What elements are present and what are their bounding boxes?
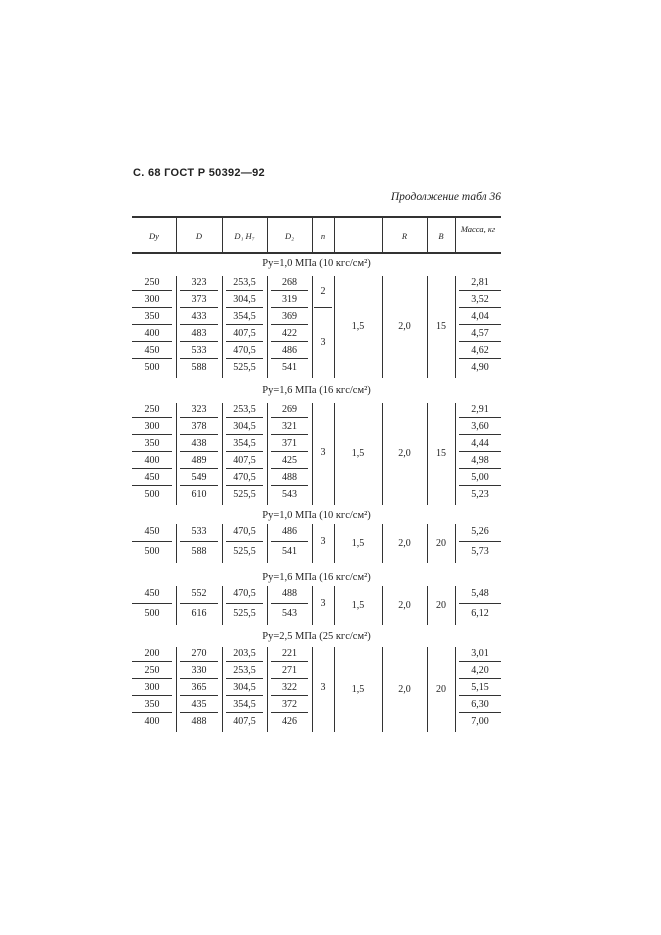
column-divider — [222, 524, 223, 563]
table-cell: 253,5 — [226, 664, 263, 679]
table-cell: 2,81 — [459, 276, 501, 291]
table-cell-b: 20 — [436, 538, 446, 549]
table-cell: 6,12 — [471, 607, 489, 619]
column-divider — [222, 276, 223, 378]
table-cell-n: 2 — [314, 276, 332, 308]
table-cell-r: 2,0 — [398, 684, 411, 695]
table-cell: 4,20 — [459, 664, 501, 679]
table-cell: 200 — [132, 647, 172, 662]
table-cell-n: 3 — [320, 337, 326, 348]
table-cell: 470,5 — [226, 586, 263, 604]
section-title: Pу=1,6 МПа (16 кгс/см²) — [262, 385, 371, 396]
column-header: Dу — [149, 231, 159, 241]
table-cell-n: 3 — [320, 536, 326, 547]
column-header: B — [438, 231, 444, 241]
table-cell: 3,52 — [459, 293, 501, 308]
table-cell: 4,44 — [459, 437, 501, 452]
column-divider — [334, 218, 335, 252]
column-divider — [267, 586, 268, 625]
column-divider — [222, 218, 223, 252]
table-continuation-label: Продолжение табл 36 — [390, 191, 501, 203]
table-cell: 500 — [144, 545, 160, 557]
table-cell: 4,57 — [459, 327, 501, 342]
table-cell-b: 20 — [436, 600, 446, 611]
table-cell-b: 15 — [436, 448, 446, 459]
table-cell: 400 — [132, 327, 172, 342]
table-cell: 300 — [132, 420, 172, 435]
table-cell: 304,5 — [226, 420, 263, 435]
table-cell: 250 — [132, 664, 172, 679]
table-cell-col6: 1,5 — [351, 538, 365, 549]
section-title: Pу=1,0 МПа (10 кгс/см²) — [262, 258, 371, 269]
table-cell: 3,60 — [459, 420, 501, 435]
page-header: С. 68 ГОСТ Р 50392—92 — [133, 167, 265, 179]
table-cell: 250 — [132, 403, 172, 418]
table-cell: 268 — [271, 276, 308, 291]
table-cell: 488 — [271, 586, 308, 604]
table-cell-b: 20 — [436, 684, 446, 695]
table-cell: 489 — [180, 454, 218, 469]
table-cell: 253,5 — [226, 403, 263, 418]
table-cell: 433 — [180, 310, 218, 325]
table-cell: 322 — [271, 681, 308, 696]
table-cell: 470,5 — [226, 471, 263, 486]
column-divider — [176, 276, 177, 378]
table-cell: 450 — [132, 344, 172, 359]
table-cell: 330 — [180, 664, 218, 679]
table-cell: 525,5 — [233, 607, 256, 619]
table-cell: 541 — [282, 362, 297, 373]
column-divider — [176, 218, 177, 252]
table-cell: 541 — [282, 545, 297, 557]
table-cell: 300 — [132, 681, 172, 696]
table-cell: 483 — [180, 327, 218, 342]
section-title: Pу=2,5 МПа (25 кгс/см²) — [262, 631, 371, 642]
column-header: D₂ — [284, 231, 295, 241]
table-cell: 3,01 — [459, 647, 501, 662]
table-cell: 354,5 — [226, 437, 263, 452]
table-cell-col6: 1,5 — [351, 600, 365, 611]
table-cell: 552 — [180, 586, 218, 604]
table-cell: 488 — [271, 471, 308, 486]
table-cell: 533 — [180, 524, 218, 542]
column-divider — [455, 586, 456, 625]
column-divider — [222, 586, 223, 625]
column-divider — [267, 647, 268, 732]
table-cell: 533 — [180, 344, 218, 359]
table-cell: 470,5 — [226, 344, 263, 359]
column-divider — [176, 524, 177, 563]
table-cell: 221 — [271, 647, 308, 662]
table-cell: 5,15 — [459, 681, 501, 696]
table-cell-col6: 1,5 — [351, 321, 365, 332]
table-cell: 525,5 — [233, 362, 256, 373]
table-cell: 304,5 — [226, 681, 263, 696]
table-cell: 323 — [180, 403, 218, 418]
table-cell: 321 — [271, 420, 308, 435]
column-divider — [455, 647, 456, 732]
table-cell: 400 — [132, 454, 172, 469]
table-cell-col6: 1,5 — [351, 448, 365, 459]
table-cell: 407,5 — [226, 327, 263, 342]
table-cell-n: 3 — [320, 682, 326, 693]
table-cell: 270 — [180, 647, 218, 662]
table-cell: 588 — [191, 545, 207, 557]
table-cell: 486 — [271, 524, 308, 542]
table-cell: 354,5 — [226, 698, 263, 713]
table-cell: 4,62 — [459, 344, 501, 359]
table-cell-r: 2,0 — [398, 321, 411, 332]
table-cell: 500 — [144, 362, 160, 373]
table-cell: 5,48 — [459, 586, 501, 604]
table-cell: 525,5 — [233, 489, 256, 500]
table-cell-r: 2,0 — [398, 538, 411, 549]
column-divider — [267, 524, 268, 563]
table-cell: 435 — [180, 698, 218, 713]
column-header: n — [320, 231, 326, 241]
table-cell: 323 — [180, 276, 218, 291]
column-header: R — [401, 231, 408, 241]
column-divider — [455, 218, 456, 252]
table-cell: 371 — [271, 437, 308, 452]
table-cell: 373 — [180, 293, 218, 308]
table-cell: 350 — [132, 310, 172, 325]
column-divider — [267, 276, 268, 378]
table-cell: 450 — [132, 586, 172, 604]
table-cell: 378 — [180, 420, 218, 435]
section-title: Pу=1,6 МПа (16 кгс/см²) — [262, 572, 371, 583]
table-cell: 350 — [132, 437, 172, 452]
table-cell: 4,90 — [471, 362, 489, 373]
table-cell: 426 — [282, 716, 297, 727]
column-divider — [267, 218, 268, 252]
column-divider — [455, 276, 456, 378]
table-cell: 350 — [132, 698, 172, 713]
table-cell: 4,98 — [459, 454, 501, 469]
table-cell: 616 — [191, 607, 207, 619]
column-divider — [176, 586, 177, 625]
table-cell: 365 — [180, 681, 218, 696]
table-cell: 450 — [132, 471, 172, 486]
table-cell: 6,30 — [459, 698, 501, 713]
table-cell: 488 — [191, 716, 207, 727]
table-cell: 588 — [191, 362, 207, 373]
table-cell: 5,73 — [471, 545, 489, 557]
column-divider — [455, 524, 456, 563]
table-cell: 543 — [282, 489, 297, 500]
table-cell: 2,91 — [459, 403, 501, 418]
column-divider — [312, 218, 313, 252]
table-cell: 5,00 — [459, 471, 501, 486]
table-cell: 253,5 — [226, 276, 263, 291]
table-cell: 372 — [271, 698, 308, 713]
table-cell: 549 — [180, 471, 218, 486]
table-cell-n: 3 — [320, 598, 326, 609]
column-divider — [176, 647, 177, 732]
table-cell: 407,5 — [226, 454, 263, 469]
table-cell: 486 — [271, 344, 308, 359]
column-divider — [222, 647, 223, 732]
column-divider — [455, 403, 456, 505]
table-cell: 250 — [132, 276, 172, 291]
table-cell: 203,5 — [226, 647, 263, 662]
section-title: Pу=1,0 МПа (10 кгс/см²) — [262, 510, 371, 521]
table-cell: 400 — [144, 716, 160, 727]
header-top-rule — [132, 216, 501, 218]
table-cell: 4,04 — [459, 310, 501, 325]
table-cell: 422 — [271, 327, 308, 342]
table-cell: 610 — [191, 489, 207, 500]
table-cell: 525,5 — [233, 545, 256, 557]
table-cell-r: 2,0 — [398, 448, 411, 459]
table-cell: 5,26 — [459, 524, 501, 542]
table-cell: 425 — [271, 454, 308, 469]
table-cell: 7,00 — [471, 716, 489, 727]
table-cell: 354,5 — [226, 310, 263, 325]
table-cell: 269 — [271, 403, 308, 418]
table-cell-col6: 1,5 — [351, 684, 365, 695]
column-header: D₁ H₇ — [234, 231, 255, 241]
header-bottom-rule — [132, 252, 501, 254]
column-divider — [222, 403, 223, 505]
table-cell-n: 3 — [320, 447, 326, 458]
table-cell: 407,5 — [233, 716, 256, 727]
table-cell: 543 — [282, 607, 297, 619]
table-cell: 438 — [180, 437, 218, 452]
table-cell: 450 — [132, 524, 172, 542]
table-cell: 304,5 — [226, 293, 263, 308]
column-header: D — [195, 231, 203, 241]
table-cell: 369 — [271, 310, 308, 325]
table-cell: 319 — [271, 293, 308, 308]
table-cell: 500 — [144, 607, 160, 619]
table-cell: 300 — [132, 293, 172, 308]
table-cell-b: 15 — [436, 321, 446, 332]
column-divider — [267, 403, 268, 505]
column-header: Масса, кг — [460, 224, 496, 234]
table-cell: 470,5 — [226, 524, 263, 542]
table-cell: 5,23 — [471, 489, 489, 500]
column-divider — [382, 218, 383, 252]
table-cell-r: 2,0 — [398, 600, 411, 611]
column-divider — [427, 218, 428, 252]
column-divider — [176, 403, 177, 505]
table-cell: 500 — [144, 489, 160, 500]
table-cell: 271 — [271, 664, 308, 679]
